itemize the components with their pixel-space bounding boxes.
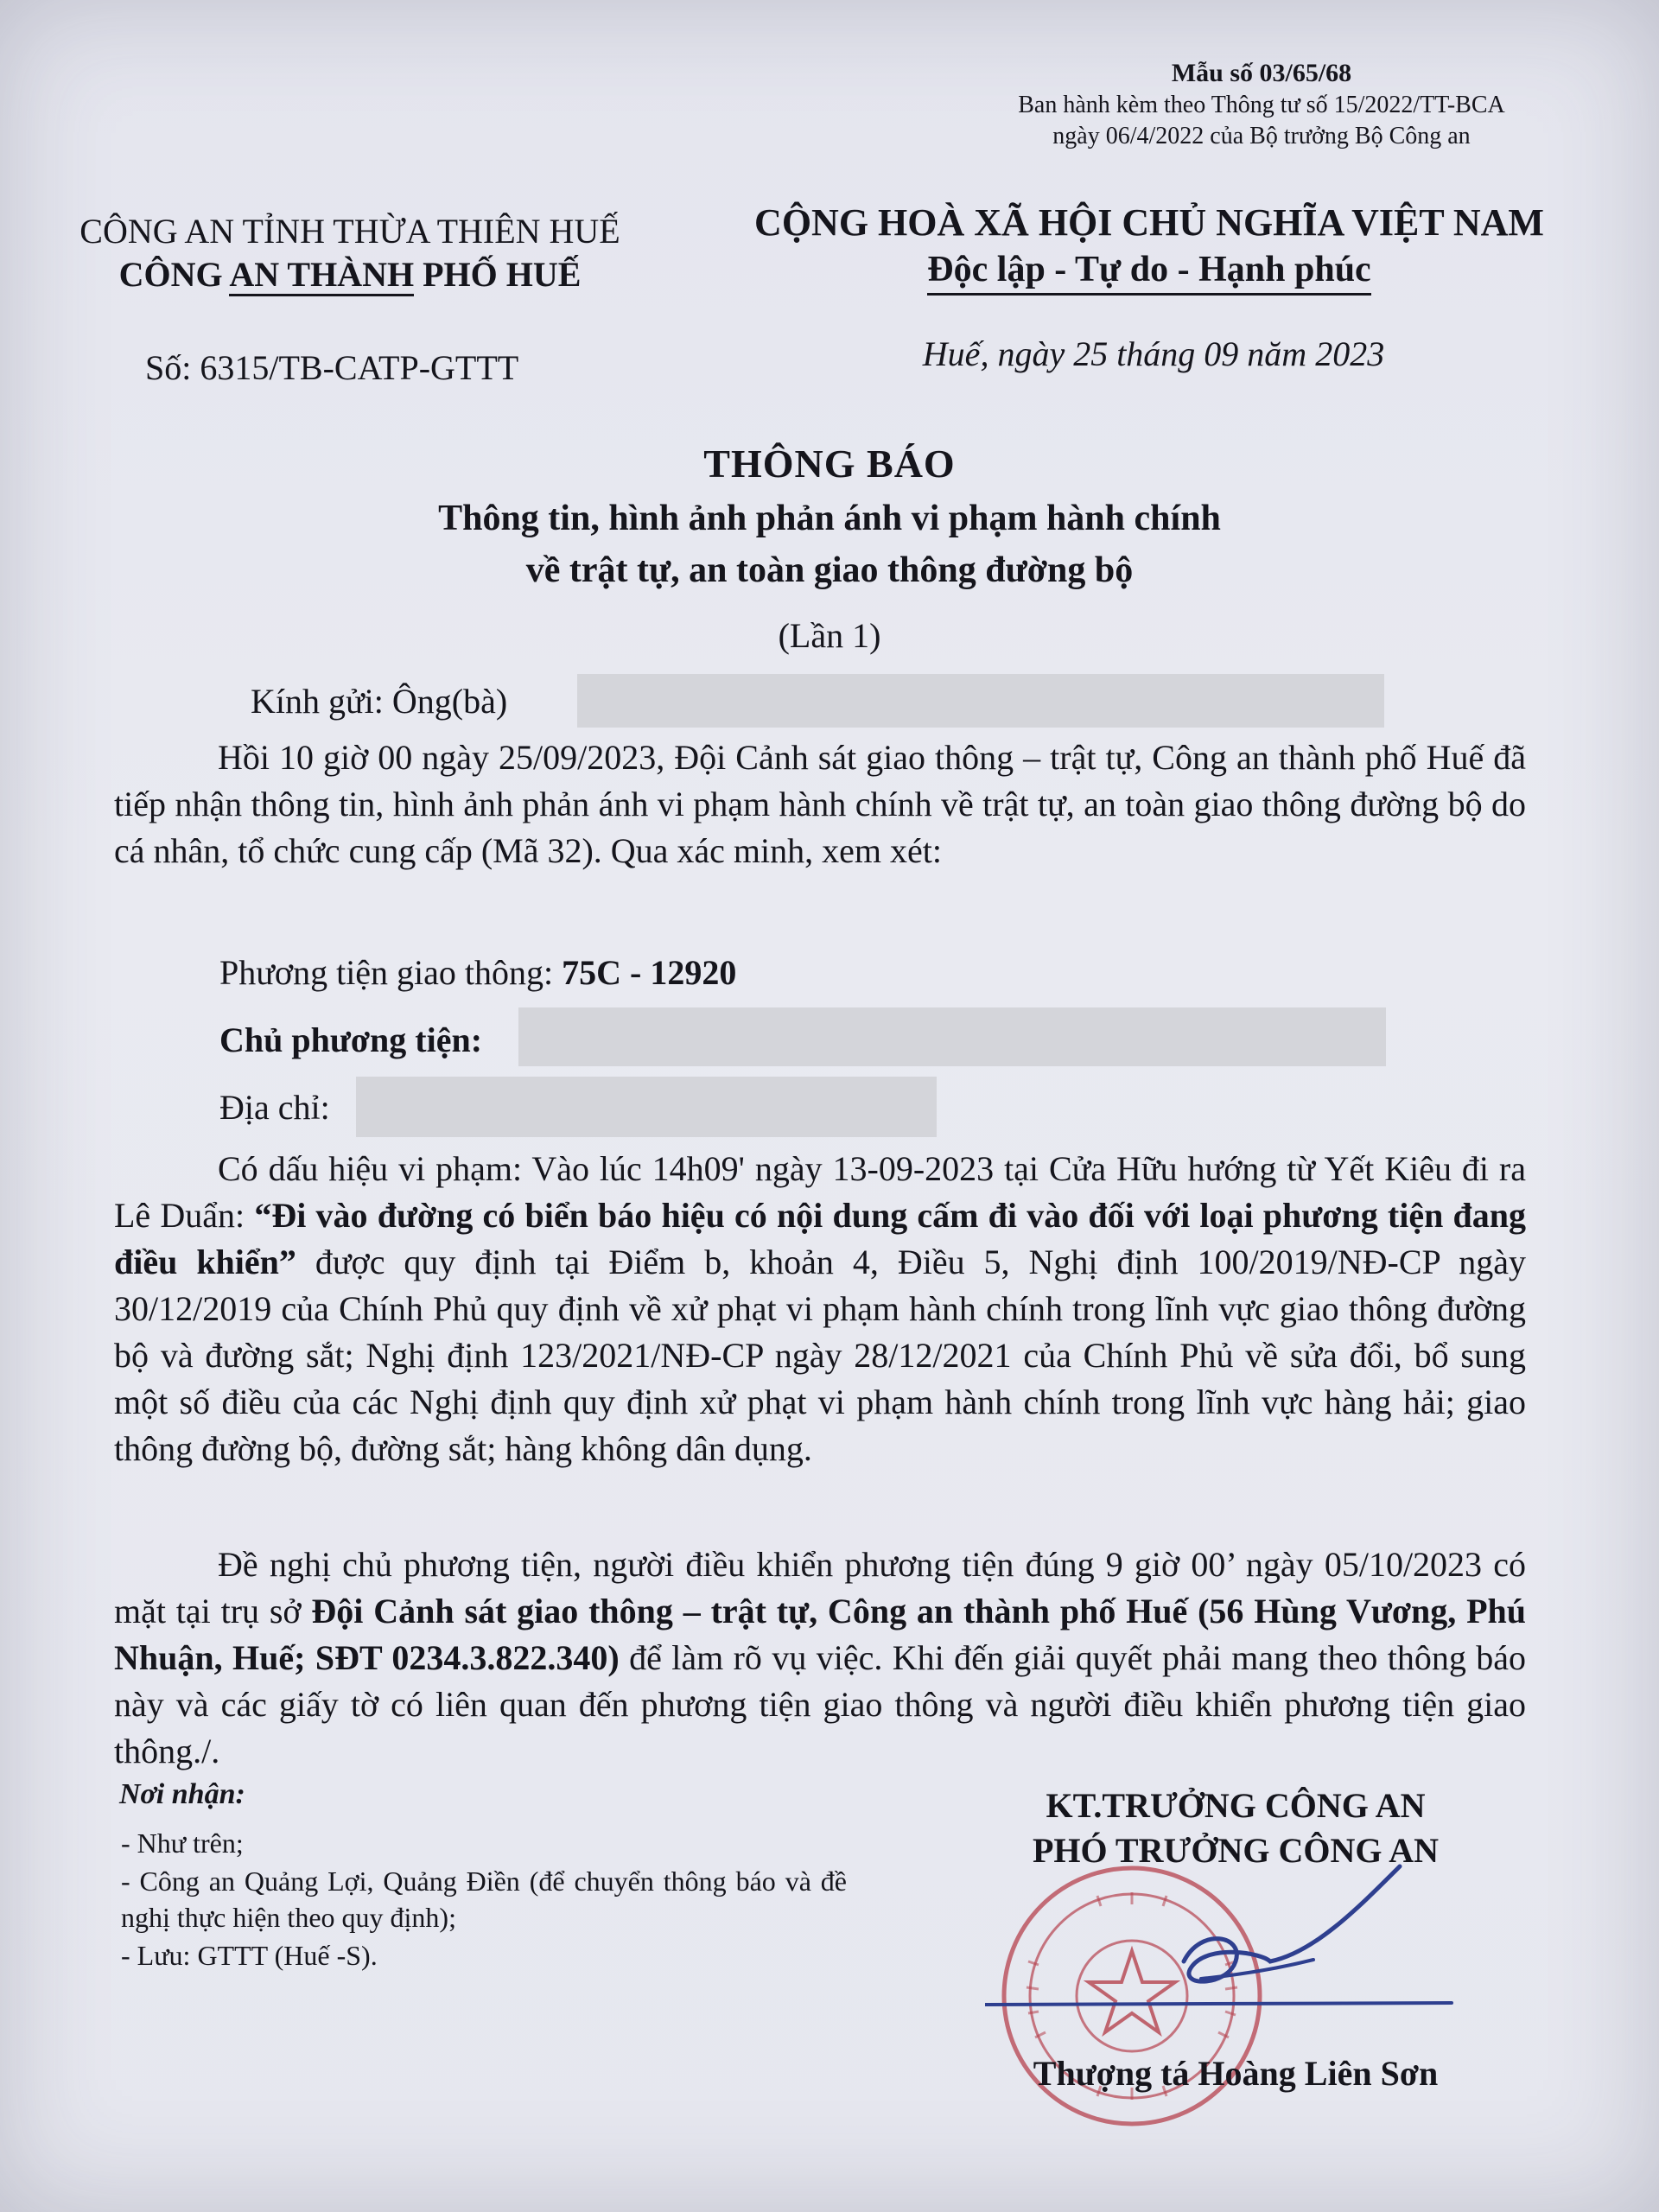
issued-with-line-2: ngày 06/4/2022 của Bộ trưởng Bộ Công an <box>1052 123 1471 149</box>
recipient-item: - Công an Quảng Lợi, Quảng Điền (để chuyển thông báo và đề nghị thực hiện theo quy định); <box>121 1866 847 1933</box>
document-subtitle-line-1: Thông tin, hình ảnh phản ánh vi phạm hành chính <box>438 499 1221 538</box>
redacted-address <box>356 1077 937 1137</box>
signature-title-line-1: KT.TRƯỞNG CÔNG AN <box>1046 1786 1426 1825</box>
motto-text: Độc lập - Tự do - Hạnh phúc <box>927 250 1370 296</box>
violation-description: “Đi vào đường có biển báo hiệu có nội dung cấm đi vào đối với loại phương tiện đang điều khiển” <box>114 1196 1527 1281</box>
notice-round: (Lần 1) <box>778 616 881 655</box>
org-name-underlined: AN THÀNH <box>229 255 414 296</box>
recipient-item: - Như trên; <box>121 1827 244 1859</box>
recipients-heading: Nơi nhận: <box>119 1778 245 1810</box>
vehicle-plate: 75C - 12920 <box>562 953 737 992</box>
org-parent: CÔNG AN TỈNH THỪA THIÊN HUẾ <box>79 212 620 251</box>
recipient-item: - Lưu: GTTT (Huế -S). <box>121 1940 378 1971</box>
place-date: Huế, ngày 25 tháng 09 năm 2023 <box>922 334 1385 373</box>
request-text: Đề nghị chủ phương tiện, người điều khiển phương tiện đúng 9 giờ 00’ ngày 05/10/2023 có mặt tại trụ sở <box>114 1545 1526 1630</box>
request-office: Đội Cảnh sát giao thông – trật tự, Công an thành phố Huế (56 Hùng Vương, Phú Nhuận, Huế; SĐT 0234.3.822.340) <box>114 1592 1526 1677</box>
vehicle-label: Phương tiện giao thông: <box>219 953 563 992</box>
org-name <box>35 254 665 295</box>
request-paragraph <box>114 1541 1526 1775</box>
violation-legal-basis: được quy định tại Điểm b, khoản 4, Điều 5, Nghị định 100/2019/NĐ-CP ngày 30/12/2019 của Chính Phủ quy định về xử phạt vi phạm hành chính trong lĩnh vực giao thông đường bộ và đường sắt; Nghị định 123/2021/NĐ-CP ngày 28/12/2021 của Chính Phủ về sửa đổi, bổ sung một số điều của các Nghị định quy định xử phạt vi phạm hành chính trong lĩnh vực hàng hải; giao thông đường bộ, đường sắt; hàng không dân dụng. <box>114 1243 1526 1468</box>
national-motto <box>717 249 1581 290</box>
owner-field <box>219 1020 482 1060</box>
address-field <box>219 1087 330 1128</box>
issued-with-line-1: Ban hành kèm theo Thông tư số 15/2022/TT-BCA <box>1018 92 1505 118</box>
address-label: Địa chỉ: <box>219 1088 330 1127</box>
redacted-recipient-name <box>577 674 1384 728</box>
signature-title-line-2: PHÓ TRƯỞNG CÔNG AN <box>1032 1831 1440 1870</box>
signer-name: Thượng tá Hoàng Liên Sơn <box>1033 2054 1439 2093</box>
document-title: THÔNG BÁO <box>703 442 956 486</box>
violation-paragraph <box>114 1146 1526 1472</box>
org-name-part: PHỐ HUẾ <box>414 255 582 294</box>
redacted-owner <box>518 1007 1386 1066</box>
intro-paragraph: Hồi 10 giờ 00 ngày 25/09/2023, Đội Cảnh sát giao thông – trật tự, Công an thành phố Huế đã tiếp nhận thông tin, hình ảnh phản ánh vi phạm hành chính về trật tự, an toàn giao thông đường bộ do cá nhân, tổ chức cung cấp (Mã 32). Qua xác minh, xem xét: <box>114 738 1526 870</box>
org-name-part: CÔNG <box>118 255 230 294</box>
national-title: CỘNG HOÀ XÃ HỘI CHỦ NGHĨA VIỆT NAM <box>754 201 1544 244</box>
document-subtitle-line-2: về trật tự, an toàn giao thông đường bộ <box>525 550 1134 590</box>
request-instructions: để làm rõ vụ việc. Khi đến giải quyết phải mang theo thông báo này và các giấy tờ có liên quan đến phương tiện giao thông và người điều khiển phương tiện giao thông./. <box>114 1638 1527 1770</box>
document-number: Số: 6315/TB-CATP-GTTT <box>145 348 519 387</box>
form-number: Mẫu số 03/65/68 <box>1171 59 1352 87</box>
salutation: Kính gửi: Ông(bà) <box>251 682 508 721</box>
handwritten-signature <box>985 1858 1469 2022</box>
violation-text: Có dấu hiệu vi phạm: Vào lúc 14h09' ngày 13-09-2023 tại Cửa Hữu hướng từ Yết Kiêu đi ra Lê Duẩn: <box>114 1149 1526 1235</box>
owner-label: Chủ phương tiện: <box>219 1020 483 1059</box>
vehicle-field <box>219 952 736 993</box>
